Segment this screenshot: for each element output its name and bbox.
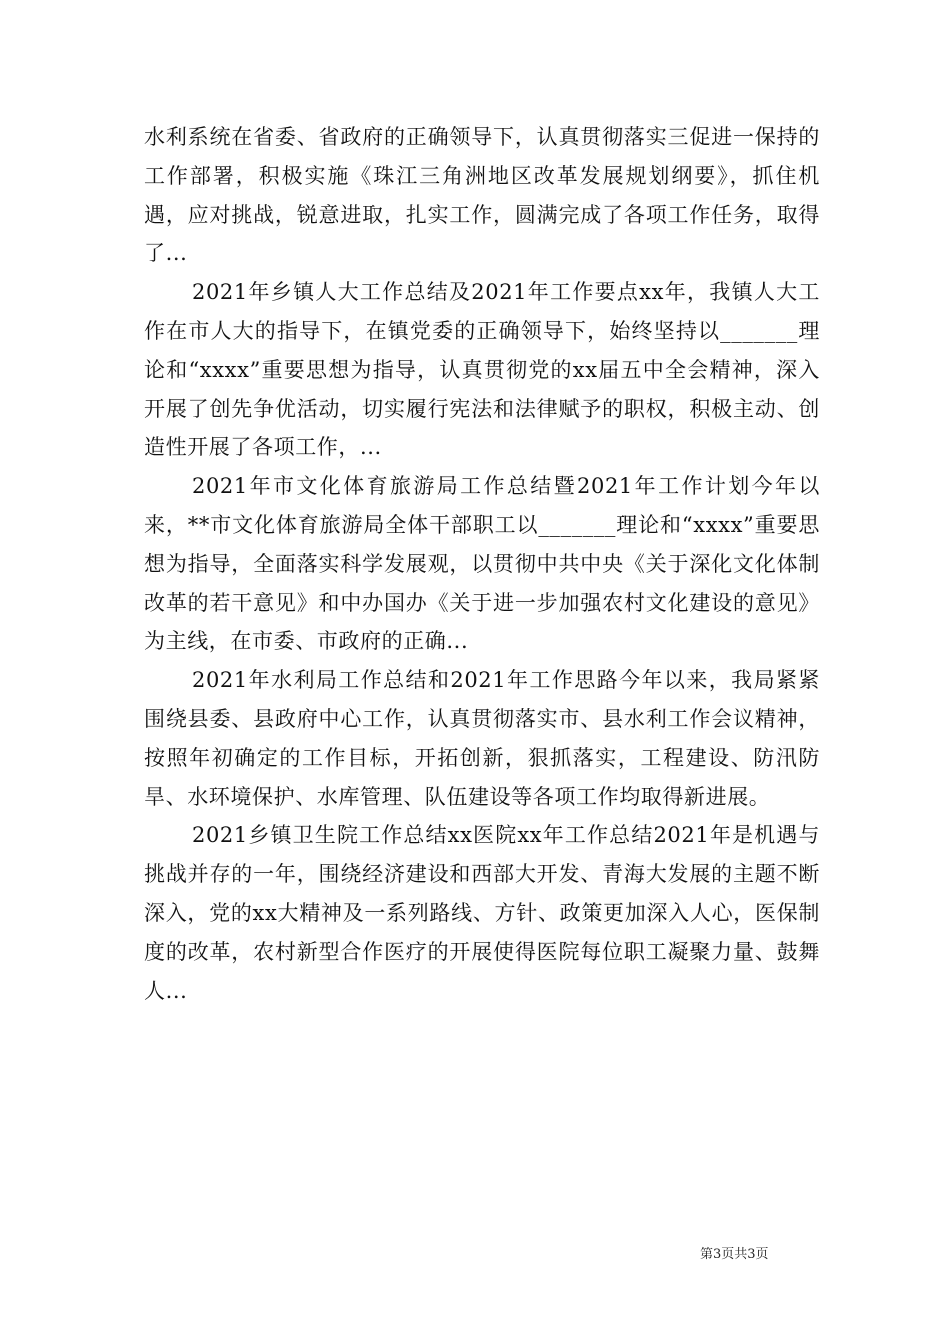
paragraph-township-congress: 2021年乡镇人大工作总结及2021年工作要点xx年，我镇人大工作在市人大的指导下，在镇党委的正确领导下，始终坚持以_______理论和“xxxx”重要思想为指导，认真贯彻党的xx届五中全会精神，深入开展了创先争优活动，切实履行宪法和法律赋予的职权，积极主动、创造性开展了各项工作，... — [144, 280, 820, 460]
page-number: 第3页共3页 — [700, 1247, 769, 1262]
paragraph-culture-bureau: 2021年市文化体育旅游局工作总结暨2021年工作计划今年以来，**市文化体育旅游局全体干部职工以_______理论和“xxxx”重要思想为指导，全面落实科学发展观，以贯彻中共中央《关于深化文化体制改革的若干意见》和中办国办《关于进一步加强农村文化建设的意见》为主线，在市委、市政府的正确... — [144, 474, 820, 654]
paragraph-health-center: 2021乡镇卫生院工作总结xx医院xx年工作总结2021年是机遇与挑战并存的一年，围绕经济建设和西部大开发、青海大发展的主题不断深入，党的xx大精神及一系列路线、方针、政策更加深入人心，医保制度的改革，农村新型合作医疗的开展使得医院每位职工凝聚力量、鼓舞人... — [144, 823, 820, 1003]
paragraph-continued: 水利系统在省委、省政府的正确领导下，认真贯彻落实三促进一保持的工作部署，积极实施《珠江三角洲地区改革发展规划纲要》，抓住机遇，应对挑战，锐意进取，扎实工作，圆满完成了各项工作任务，取得了... — [144, 125, 820, 266]
paragraph-water-bureau: 2021年水利局工作总结和2021年工作思路今年以来，我局紧紧围绕县委、县政府中心工作，认真贯彻落实市、县水利工作会议精神，按照年初确定的工作目标，开拓创新，狠抓落实，工程建设、防汛防旱、水环境保护、水库管理、队伍建设等各项工作均取得新进展。 — [144, 668, 820, 809]
document-body — [144, 118, 820, 1010]
